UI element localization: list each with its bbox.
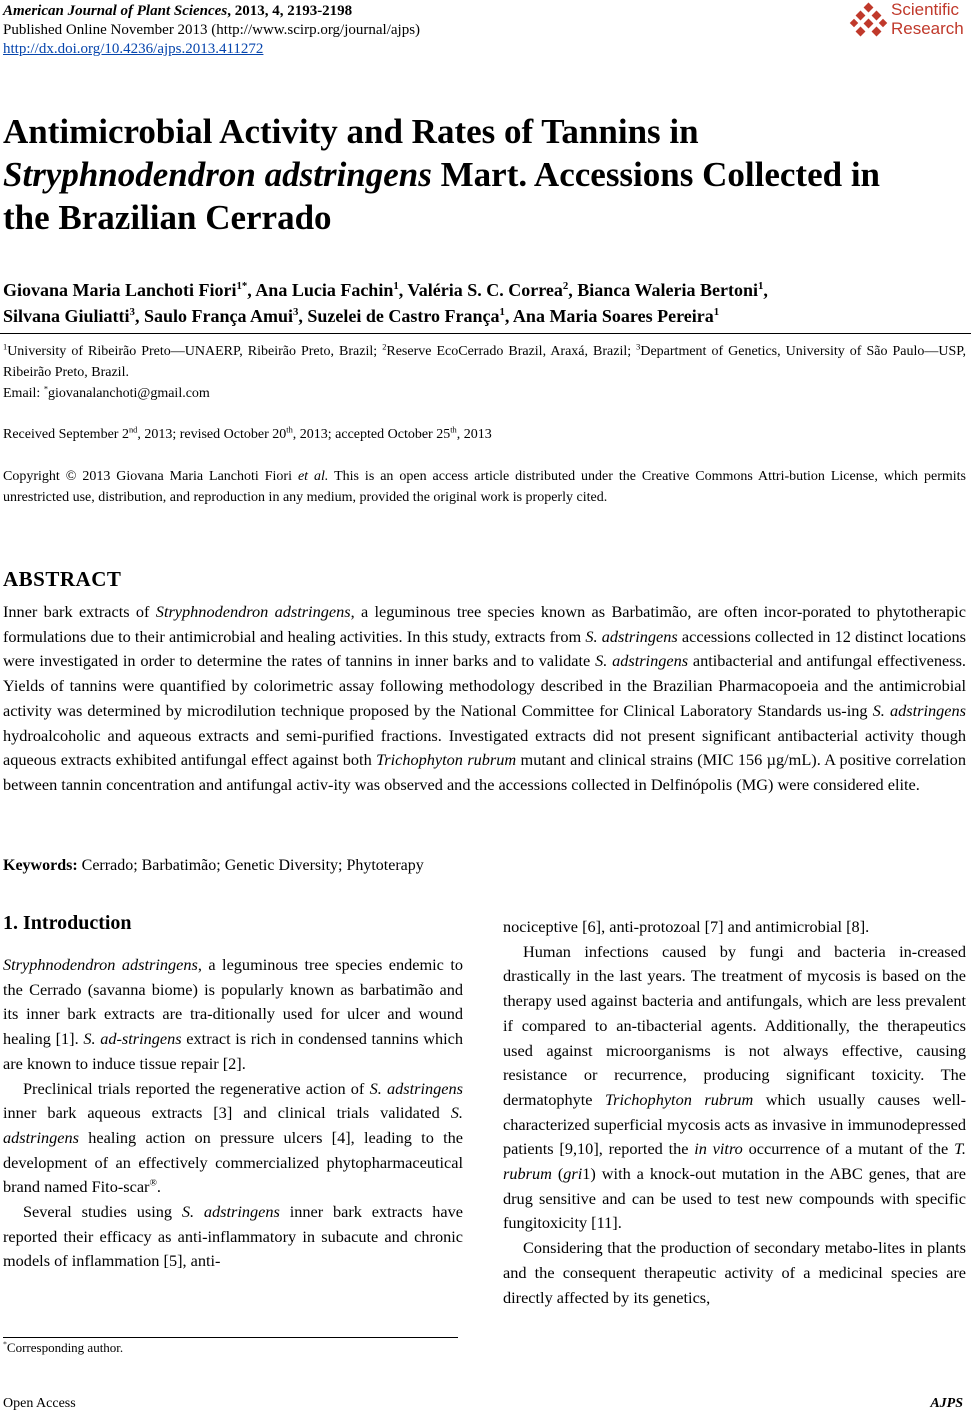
accepted-text: , 2013; accepted October 25 (292, 427, 451, 442)
author-list (3, 277, 968, 329)
author-line-2 (3, 303, 968, 329)
gene-name: gri (563, 1164, 583, 1184)
author-name: , Suzelei de Castro França (298, 306, 500, 326)
author-name: , Ana Lucia Fachin (247, 280, 394, 300)
paragraph-text: Several studies using (23, 1202, 182, 1222)
abstract-text: antibacterial and antifungal effectiveness. Yields of tannins were quantified by colorimetric assay following methodology described in the Brazilian Pharmacopoeia and the antimicrobial activity was determined by microdilution technique proposed by the National Committee for Clinical Laboratory Standards us-ing (3, 651, 966, 720)
paragraph-text: . (156, 1177, 161, 1197)
keywords-text: Cerrado; Barbatimão; Genetic Diversity; Phytoterapy (77, 857, 424, 874)
published-online: Published Online November 2013 (http://www.scirp.org/journal/ajps) (3, 22, 421, 38)
author-affiliation-mark: 1 (393, 280, 399, 292)
paragraph-text: which usually causes well-characterized superficial mycosis acts as invasive in immunodepressed patients [9,10], reported the (503, 1089, 967, 1159)
author-name: , Valéria S. C. Correa (398, 280, 563, 300)
paragraph-text: inner bark aqueous extracts [3] and clinical trials validated (3, 1103, 451, 1123)
keywords (3, 857, 424, 875)
author-affiliation-mark: 3 (292, 306, 299, 318)
footer-journal-abbrev: AJPS (930, 1396, 963, 1411)
title-line-2 (3, 153, 968, 196)
paragraph-text: Preclinical trials reported the regenerative action of (23, 1078, 370, 1098)
species-name: Stryphnodendron adstringens (3, 955, 198, 974)
species-name: S. adstringens (595, 651, 689, 671)
paragraph (3, 1200, 463, 1274)
author-name: Giovana Maria Lanchoti Fiori (3, 280, 237, 300)
affiliation-mark: 3 (636, 342, 641, 352)
species-name: Stryphnodendron adstringens (155, 602, 351, 621)
paragraph-text: healing action on pressure ulcers [4], leading to the development of an effectively commercialized phytopharmaceutical brand named Fito-scar (3, 1127, 463, 1197)
abstract-body (3, 600, 966, 798)
footnote-text: Corresponding author. (6, 1340, 124, 1355)
paragraph-text: occurrence of a mutant of the (742, 1139, 955, 1159)
logo-mark-icon (849, 2, 889, 42)
title-line-2-rest: Mart. Accessions Collected in (431, 155, 881, 194)
paragraph-text: Human infections caused by fungi and bacteria in-creased drastically in the last years. The treatment of mycosis is based on the therapy used against bacteria and antifungals, which are less prevalent if compared to an-tibacterial agents. Additionally, the therapeutics used against microorganisms is not always effective, causing resistance or recurrence, producing significant toxicity. The dermatophyte (503, 941, 966, 1109)
received-text: Received September 2 (3, 427, 129, 442)
revised-text: , 2013; revised October 20 (137, 427, 287, 442)
paragraph: nociceptive [6], anti-protozoal [7] and antimicrobial [8]. (503, 917, 870, 936)
affiliation-mark: 1 (3, 342, 8, 352)
footnote-mark: * (3, 1339, 7, 1349)
paragraph-text: extract is rich in condensed tannins which are known to induce tissue repair [2]. (3, 1029, 464, 1073)
copyright-text-rest: This is an open access article distributed under the Creative Commons Attri-bution License, which permits unrestricted use, distribution, and reproduction in any medium, provided the original work is properly cited. (3, 469, 967, 505)
author-line-1 (3, 277, 968, 303)
species-name: T. rubrum (503, 1139, 966, 1184)
abstract-text: Inner bark extracts of (3, 602, 156, 621)
species-name: S. adstringens (872, 700, 966, 720)
author-affiliation-mark: 3 (129, 306, 135, 318)
affiliation-mark: 2 (382, 342, 387, 352)
paragraph (503, 940, 966, 1236)
received-dates (3, 424, 966, 445)
author-name: Silvana Giuliatti (3, 306, 130, 326)
abstract-text: hydroalcoholic and aqueous extracts and semi-purified fractions. Investigated extracts did not present significant antibacterial activity though aqueous extracts exhibited antifungal effect against both (3, 725, 966, 770)
author-affiliation-mark: 2 (562, 280, 569, 292)
footnote (3, 1340, 123, 1356)
journal-citation (3, 2, 352, 21)
species-name: S. adstringens (369, 1078, 463, 1098)
copyright-etal: et al. (297, 469, 329, 484)
abstract-heading: ABSTRACT (3, 567, 122, 591)
journal-name: American Journal of Plant Sciences (3, 3, 228, 19)
doi-link[interactable]: http://dx.doi.org/10.4236/ajps.2013.411272 (3, 41, 264, 57)
logo-text (891, 0, 964, 38)
paragraph (3, 1077, 463, 1201)
affiliation-text: University of Ribeirão Preto—UNAERP, Ribeirão Preto, Brazil; (7, 344, 383, 359)
species-name: Trichophyton rubrum (376, 750, 517, 770)
registered-mark: ® (149, 1177, 157, 1189)
affiliation-text: Department of Genetics, University of São Paulo—USP, Ribeirão Preto, Brazil. (3, 344, 967, 380)
author-affiliation-mark: 1 (499, 306, 505, 318)
title-line-3: the Brazilian Cerrado (3, 198, 332, 237)
ordinal-suffix: th (450, 425, 457, 435)
author-affiliation-mark: 1 (757, 280, 764, 292)
author-separator: , (763, 280, 768, 300)
author-affiliation-mark: 1* (236, 280, 248, 292)
ordinal-suffix: th (286, 425, 293, 435)
copyright-notice (3, 466, 966, 508)
email-line (3, 383, 966, 404)
keywords-label: Keywords: (3, 857, 78, 874)
header-divider (0, 333, 971, 334)
paragraph-text: , a leguminous tree species endemic to the Cerrado (savanna biome) is popularly known as barbatimão and its inner bark extracts are tra-ditionally used for ulcer and wound healing [1]. (3, 955, 463, 1049)
species-name: S. adstringens (181, 1202, 280, 1222)
section-heading-introduction: 1. Introduction (3, 912, 132, 934)
email-mark: * (43, 384, 49, 394)
species-name: Trichophyton rubrum (605, 1089, 754, 1109)
footnote-divider (3, 1337, 458, 1338)
publisher-logo (849, 0, 971, 42)
paragraph (3, 953, 463, 1077)
footer-open-access: Open Access (3, 1396, 76, 1411)
paper-title (3, 110, 968, 239)
title-species: Stryphnodendron adstringens (3, 155, 432, 194)
logo-line-1: Scientific (891, 0, 960, 19)
email-address[interactable]: giovanalanchoti@gmail.com (48, 386, 210, 401)
ordinal-suffix: nd (128, 425, 138, 435)
year-text: , 2013 (456, 427, 492, 442)
journal-info: , 2013, 4, 2193-2198 (227, 3, 353, 19)
species-name: S. adstringens (3, 1103, 463, 1147)
abstract-text: mutant and clinical strains (MIC 156 µg/mL). A positive correlation between tannin concentration and antifungal activ-ity was observed and the accessions collected in Delfinópolis (MG) were considered elite. (3, 750, 966, 794)
abstract-text: accessions collected in 12 distinct locations were investigated in order to determine the rates of tannins in inner barks and to validate (3, 626, 967, 671)
title-line-1: Antimicrobial Activity and Rates of Tannins in (3, 112, 699, 151)
affiliations (3, 341, 966, 383)
paragraph-text: inner bark extracts have reported their efficacy as anti-inflammatory in subacute and chronic models of inflammation [5], anti- (3, 1202, 463, 1271)
paragraph-text: ( (551, 1164, 564, 1184)
left-column (3, 953, 463, 1274)
author-name: , Saulo França Amui (134, 306, 293, 326)
doi-line (3, 40, 263, 59)
paragraph-text: 1) with a knock-out mutation in the ABC genes, that are drug sensitive and can be used to test new compounds with specific fungitoxicity [11]. (503, 1164, 966, 1233)
copyright-text: Copyright © 2013 Giovana Maria Lanchoti Fiori (3, 469, 298, 484)
paragraph: Considering that the production of secondary metabo-lites in plants and the consequent therapeutic activity of a medicinal species are directly affected by its genetics, (503, 1238, 966, 1307)
author-name: , Ana Maria Soares Pereira (504, 306, 714, 326)
email-label: Email: (3, 386, 44, 401)
author-affiliation-mark: 1 (713, 306, 720, 318)
affiliation-text: Reserve EcoCerrado Brazil, Araxá, Brazil; (386, 344, 637, 359)
right-column (503, 915, 966, 1310)
logo-line-2: Research (891, 19, 964, 38)
species-name: S. ad-stringens (83, 1029, 182, 1049)
author-name: , Bianca Waleria Bertoni (568, 280, 758, 300)
species-name: S. adstringens (585, 626, 678, 646)
abstract-text: , a leguminous tree species known as Barbatimão, are often incor-porated to phytotherapic formulations due to their antimicrobial and healing activities. In this study, extracts from (3, 602, 966, 646)
in-vitro-term: in vitro (694, 1139, 743, 1159)
